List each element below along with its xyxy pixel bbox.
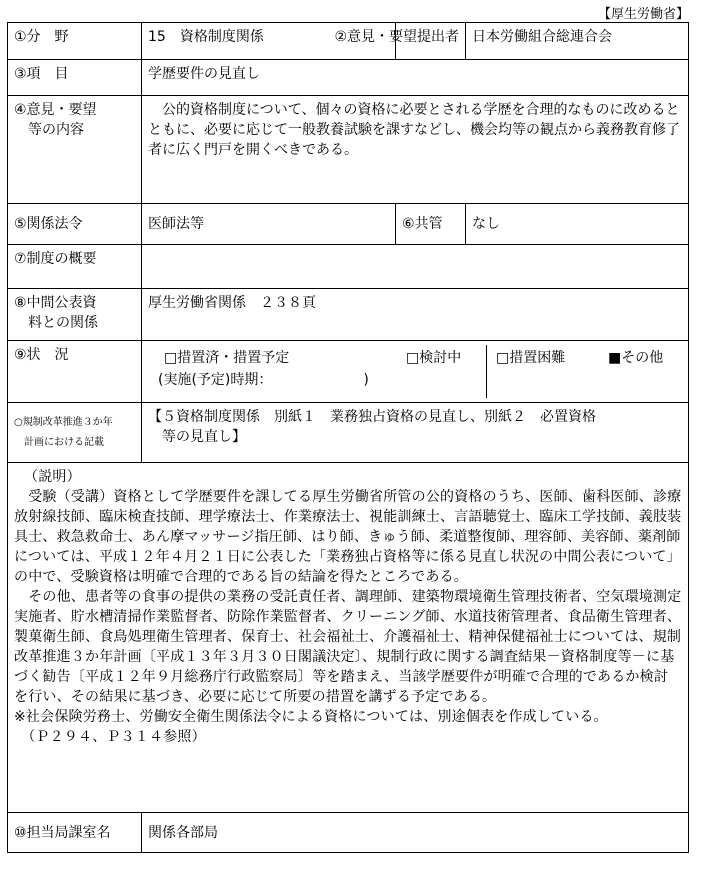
plan-label-line1: ○規制改革推進３か年 xyxy=(14,417,113,428)
submitter-label: ②意見・要望提出者 xyxy=(334,29,460,45)
field-label: ①分 野 xyxy=(8,23,142,60)
status-divider xyxy=(486,345,487,398)
interim-value: 厚生労働省関係 ２３８頁 xyxy=(142,289,689,341)
request-label-line1: ④意見・要望 xyxy=(14,102,97,118)
request-label xyxy=(8,96,142,204)
status-other-checkbox: ■その他 xyxy=(608,350,664,366)
plan-value: 【５資格制度関係 別紙１ 業務独占資格の見直し、別紙２ 必置資格 等の見直し】 xyxy=(142,403,689,463)
submitter-value: 日本労働組合総連合会 xyxy=(466,23,689,60)
row-overview xyxy=(8,245,689,289)
status-cell xyxy=(142,341,689,403)
request-form-table xyxy=(7,22,689,853)
ministry-label: 【厚生労働省】 xyxy=(597,7,689,22)
request-label-line2: 等の内容 xyxy=(14,122,84,138)
bureau-value: 関係各部局 xyxy=(142,813,689,853)
explanation-cell xyxy=(8,463,689,813)
joint-label: ⑥共管 xyxy=(396,204,466,245)
interim-label-line2: 料との関係 xyxy=(14,315,98,331)
row-item xyxy=(8,60,689,96)
status-difficult-checkbox: □措置困難 xyxy=(496,350,566,366)
law-label: ⑤関係法令 xyxy=(8,204,142,245)
status-label: ⑨状 況 xyxy=(8,341,142,403)
row-law xyxy=(8,204,689,245)
row-bureau xyxy=(8,813,689,853)
row-request xyxy=(8,96,689,204)
joint-value: なし xyxy=(466,204,689,245)
status-done-checkbox: □措置済・措置予定 xyxy=(164,350,290,366)
explanation-body: 受験（受講）資格として学歴要件を課してる厚生労働省所管の公的資格のうち、医師、歯科医師、診療放射線技師、臨床検査技師、理学療法士、作業療法士、視能訓練士、言語聴覚士、臨床工学技師、義肢装具士、救急救命士、あん摩マッサージ指圧師、はり師、きゅう師、柔道整復師、理容師、美容師、薬剤師については、平成１２年４月２１日に公表した「業務独占資格等に係る見直し状況の中間公表について」の中で、受験資格は明確で合理的である旨の結論を得たところである。 その他、患者等の食事の提供の業務の受託責任者、調理師、建築物環境衛生管理技術者、空気環境測定実施者、貯水槽清掃作業監督者、防除作業監督者、クリーニング師、水道技術管理者、食品衛生管理者、製菓衛生師、食鳥処理衛生管理者、保育士、社会福祉士、介護福祉士、精神保健福祉士については、規制改革推進３か年計画〔平成１３年３月３０日閣議決定〕、規制行政に関する調査結果－資格制度等－に基づく勧告〔平成１２年９月総務庁行政監察局〕等を踏まえ、当該学歴要件が明確で合理的であるか検討を行い、その結果に基づき、必要に応じて所要の措置を講ずる予定である。 ※社会保険労務士、労働安全衛生関係法令による資格については、別途個表を作成している。 （Ｐ２９４、Ｐ３１４参照） xyxy=(14,489,682,745)
status-options xyxy=(148,345,682,398)
plan-label xyxy=(8,403,142,463)
interim-label-line1: ⑧中間公表資 xyxy=(14,295,97,311)
row-status xyxy=(8,341,689,403)
row-field xyxy=(8,23,689,60)
row-interim xyxy=(8,289,689,341)
status-review-checkbox: □検討中 xyxy=(406,350,462,366)
row-plan xyxy=(8,403,689,463)
plan-label-line2: 計画における記載 xyxy=(14,437,104,448)
status-timing: (実施(予定)時期： ) xyxy=(158,372,369,388)
law-value: 医師法等 xyxy=(142,204,396,245)
overview-label: ⑦制度の概要 xyxy=(8,245,142,289)
bureau-label: ⑩担当局課室名 xyxy=(8,813,142,853)
overview-value xyxy=(142,245,689,289)
request-value: 公的資格制度について、個々の資格に必要とされる学歴を合理的なものに改めるとともに、必要に応じて一般教養試験を課すなどし、機会均等の観点から義務教育修了者に広く門戸を開くべきである。 xyxy=(142,96,689,204)
explanation-heading: （説明） xyxy=(24,469,81,485)
row-explanation xyxy=(8,463,689,813)
field-value: 15 資格制度関係 xyxy=(148,29,264,45)
submitter-label-cell xyxy=(334,23,466,60)
item-label: ③項 目 xyxy=(8,60,142,96)
interim-label xyxy=(8,289,142,341)
item-value: 学歴要件の見直し xyxy=(142,60,689,96)
